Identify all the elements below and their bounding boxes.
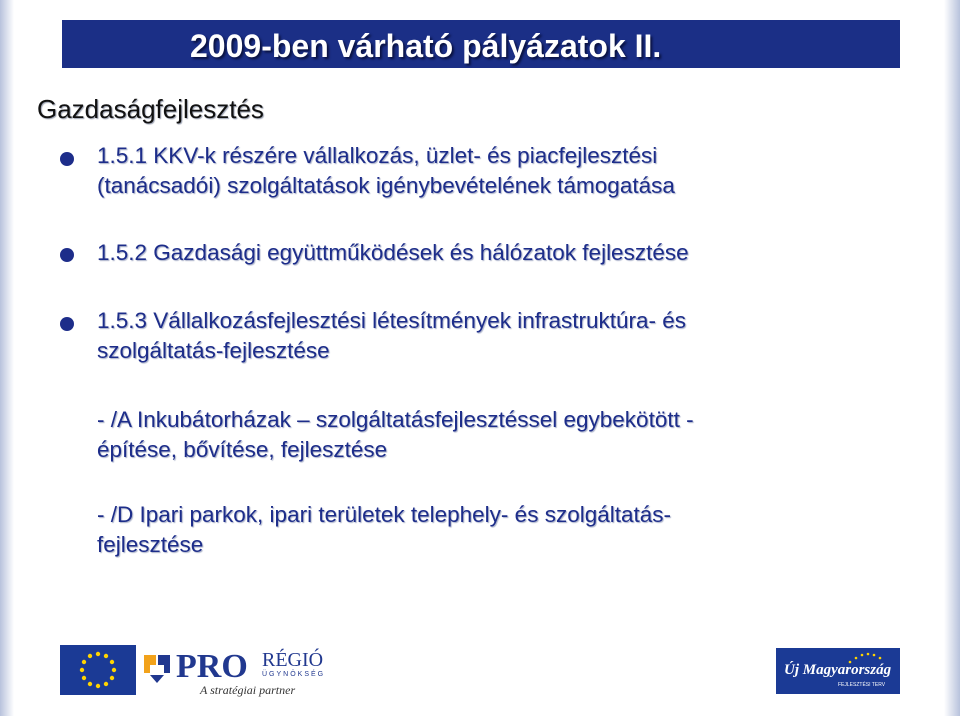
bullet-item-3-line1: 1.5.3 Vállalkozásfejlesztési létesítmények infrastruktúra- és bbox=[97, 308, 687, 333]
eu-stars-icon bbox=[60, 645, 136, 695]
sub-item-a-line1: - /A Inkubátorházak – szolgáltatásfejlesztéssel egybekötött - bbox=[97, 407, 694, 432]
bullet-item-3-line2: szolgáltatás-fejlesztése bbox=[97, 338, 330, 363]
sub-item-a bbox=[97, 405, 857, 465]
bullet-item-2-line1: 1.5.2 Gazdasági együttműködések és hálózatok fejlesztése bbox=[97, 240, 689, 265]
sub-item-d-line1: - /D Ipari parkok, ipari területek telephely- és szolgáltatás- bbox=[97, 502, 672, 527]
sub-item-a-line2: építése, bővítése, fejlesztése bbox=[97, 437, 388, 462]
umt-text: Új Magyarország bbox=[784, 662, 892, 678]
bullet-icon bbox=[60, 152, 74, 166]
left-edge-gradient bbox=[0, 0, 14, 716]
bullet-item-3 bbox=[97, 306, 857, 366]
regio-text: RÉGIÓ bbox=[262, 649, 324, 671]
umt-subtext: FEJLESZTÉSI TERV bbox=[838, 682, 886, 688]
bullet-icon bbox=[60, 248, 74, 262]
proregio-tagline: A stratégiai partner bbox=[200, 683, 296, 697]
ugynokseg-text: ÜGYNÖKSÉG bbox=[262, 671, 326, 678]
pro-text: PRO bbox=[176, 648, 248, 685]
bullet-item-1 bbox=[97, 141, 857, 201]
sub-item-d-line2: fejlesztése bbox=[97, 532, 204, 557]
sub-item-d bbox=[97, 500, 857, 560]
section-heading: Gazdaságfejlesztés bbox=[37, 94, 264, 124]
bullet-icon bbox=[60, 317, 74, 331]
proregio-mark-icon bbox=[142, 651, 172, 685]
bullet-item-1-line1: 1.5.1 KKV-k részére vállalkozás, üzlet- és piacfejlesztési bbox=[97, 143, 658, 168]
bullet-item-2 bbox=[97, 238, 857, 268]
proregio-logo bbox=[142, 645, 342, 701]
uj-magyarorszag-logo bbox=[776, 648, 900, 694]
slide-title: 2009-ben várható pályázatok II. bbox=[190, 28, 662, 64]
eu-flag-logo bbox=[60, 645, 136, 695]
right-edge-gradient bbox=[944, 0, 960, 716]
bullet-item-1-line2: (tanácsadói) szolgáltatások igénybevételének támogatása bbox=[97, 173, 675, 198]
